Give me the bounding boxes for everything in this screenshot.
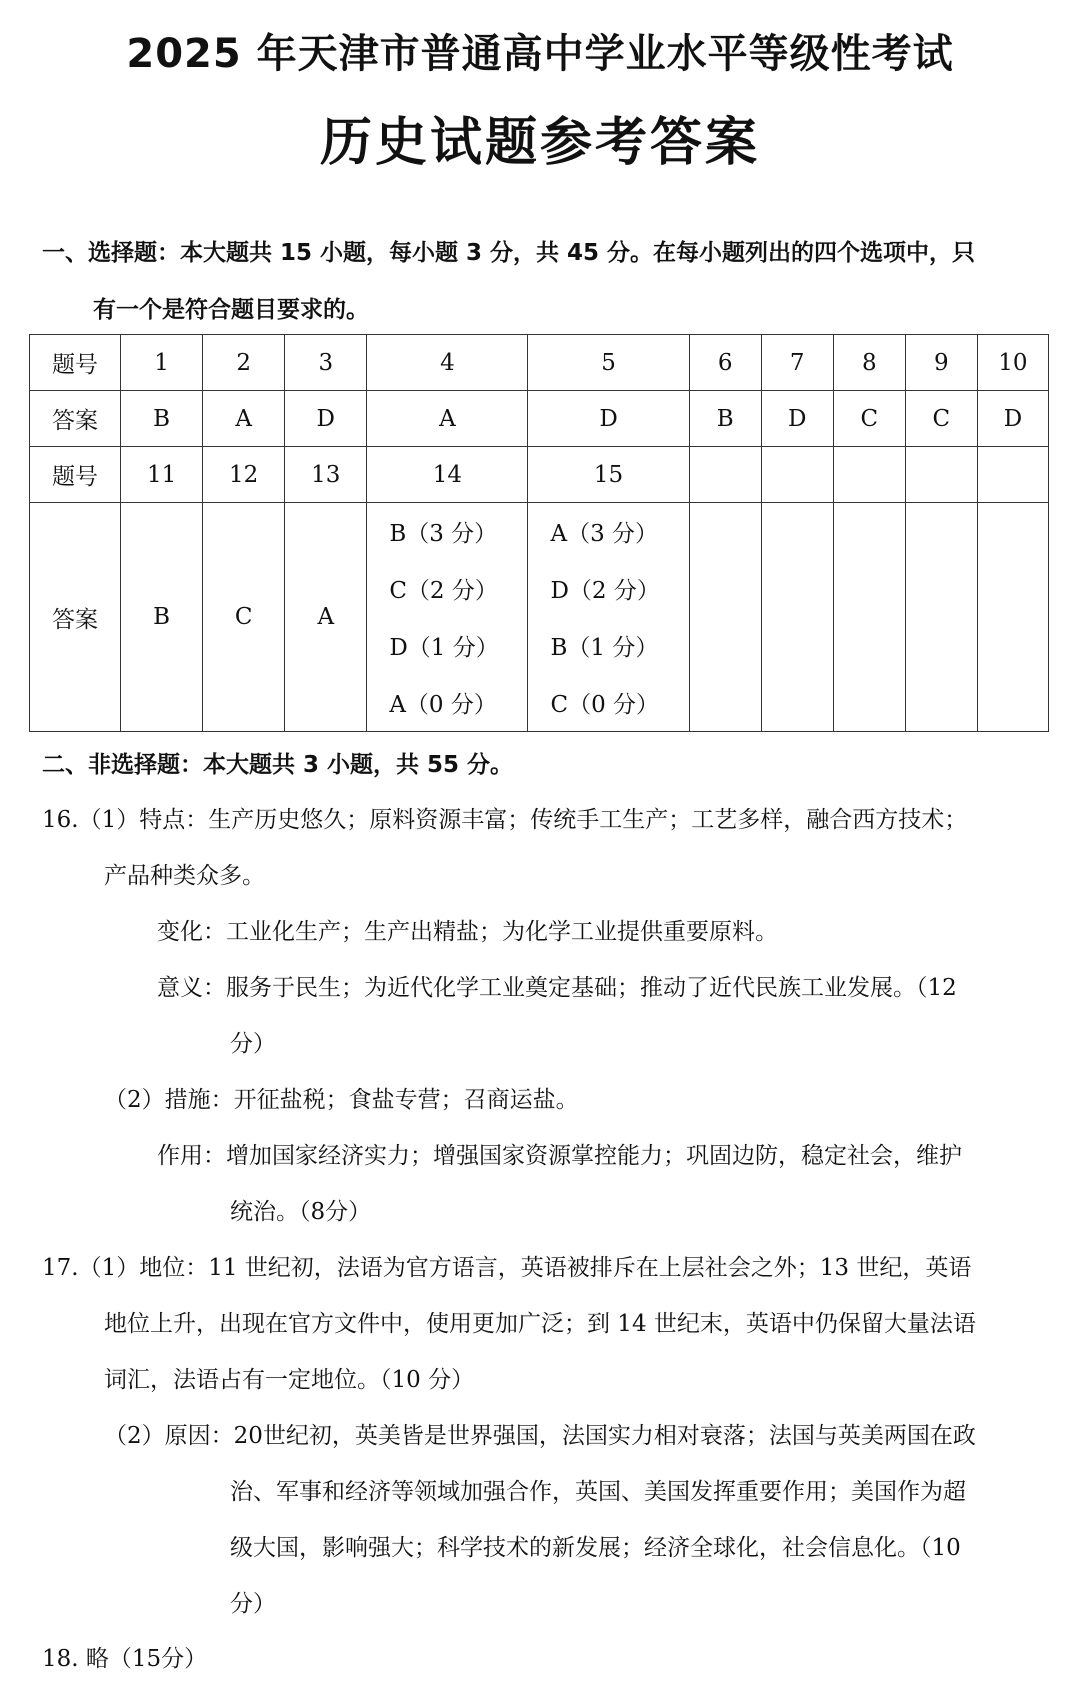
answer-line: 词汇，法语占有一定地位。（10 分） [104,1367,475,1393]
option-score: B（1 分） [550,635,659,661]
table-cell [905,447,977,503]
table-cell: 15 [528,447,689,503]
answer-line: 分） [230,1591,276,1617]
table-cell: B [121,503,203,732]
table-cell: 6 [689,335,761,391]
table-cell: D [285,391,367,447]
document-subtitle: 历史试题参考答案 [319,113,760,173]
table-cell: C [203,503,285,732]
table-cell: 2 [203,335,285,391]
table-cell: 1 [121,335,203,391]
table-cell: 12 [203,447,285,503]
table-cell: 13 [285,447,367,503]
table-cell [689,503,761,732]
row-label: 答案 [30,391,121,447]
answer-line: 分） [230,1031,276,1057]
option-score: A（0 分） [389,692,497,718]
table-cell: 5 [528,335,689,391]
exam-title: 2025 年天津市普通高中学业水平等级性考试 [126,31,954,77]
table-cell: B [121,391,203,447]
table-cell: A [367,391,528,447]
row-label: 答案 [30,503,121,732]
table-cell: 4 [367,335,528,391]
table-cell: A [285,503,367,732]
answer-line: （2）措施：开征盐税；食盐专营；召商运盐。 [104,1087,579,1113]
option-score: D（2 分） [550,578,660,604]
table-cell [761,447,833,503]
table-cell [977,447,1048,503]
option-score: B（3 分） [389,521,498,547]
table-cell: C [905,391,977,447]
table-cell: 11 [121,447,203,503]
table-cell-q15 [528,503,689,732]
answer-line: 17.（1）地位：11 世纪初，法语为官方语言，英语被排斥在上层社会之外；13 世纪，英语 [42,1255,972,1281]
table-cell [977,503,1048,732]
option-score: C（0 分） [550,692,660,718]
table-cell: D [528,391,689,447]
section1-heading-line2: 有一个是符合题目要求的。 [93,297,369,323]
table-row [30,335,1049,391]
table-cell: 3 [285,335,367,391]
answer-line: 16.（1）特点：生产历史悠久；原料资源丰富；传统手工生产；工艺多样，融合西方技术； [42,807,968,833]
answer-line: 18. 略（15分） [42,1646,208,1672]
answer-line: 统治。（8分） [230,1199,372,1225]
table-cell [833,503,905,732]
answer-line: 变化：工业化生产；生产出精盐；为化学工业提供重要原料。 [157,919,778,945]
answer-line: （2）原因：20世纪初，英美皆是世界强国，法国实力相对衰落；法国与英美两国在政 [104,1423,976,1449]
table-cell: D [761,391,833,447]
table-row [30,503,1049,732]
answer-line: 产品种类众多。 [104,863,265,889]
table-cell [761,503,833,732]
table-cell: 8 [833,335,905,391]
table-row [30,391,1049,447]
answer-line: 级大国，影响强大；科学技术的新发展；经济全球化，社会信息化。（10 [230,1535,961,1561]
table-cell: C [833,391,905,447]
row-label: 题号 [30,335,121,391]
table-cell: 7 [761,335,833,391]
answer-line: 治、军事和经济等领域加强合作，英国、美国发挥重要作用；美国作为超 [230,1479,966,1505]
option-score: D（1 分） [389,635,499,661]
section1-heading-line1: 一、选择题：本大题共 15 小题，每小题 3 分，共 45 分。在每小题列出的四个选项中，只 [42,240,976,266]
table-cell [833,447,905,503]
answer-line: 地位上升，出现在官方文件中，使用更加广泛；到 14 世纪末，英语中仍保留大量法语 [104,1311,976,1337]
answer-line: 作用：增加国家经济实力；增强国家资源掌控能力；巩固边防，稳定社会，维护 [157,1143,962,1169]
answer-line: 意义：服务于民生；为近代化学工业奠定基础；推动了近代民族工业发展。（12 [157,975,957,1001]
row-label: 题号 [30,447,121,503]
table-cell: 9 [905,335,977,391]
answer-table [29,334,1049,732]
table-cell [689,447,761,503]
table-cell: A [203,391,285,447]
option-score: A（3 分） [550,521,659,547]
table-row [30,447,1049,503]
table-cell-q14 [367,503,528,732]
table-cell: D [977,391,1048,447]
section2-heading: 二、非选择题：本大题共 3 小题，共 55 分。 [42,752,514,778]
option-score: C（2 分） [389,578,498,604]
table-cell [905,503,977,732]
table-cell: B [689,391,761,447]
table-cell: 14 [367,447,528,503]
table-cell: 10 [977,335,1048,391]
